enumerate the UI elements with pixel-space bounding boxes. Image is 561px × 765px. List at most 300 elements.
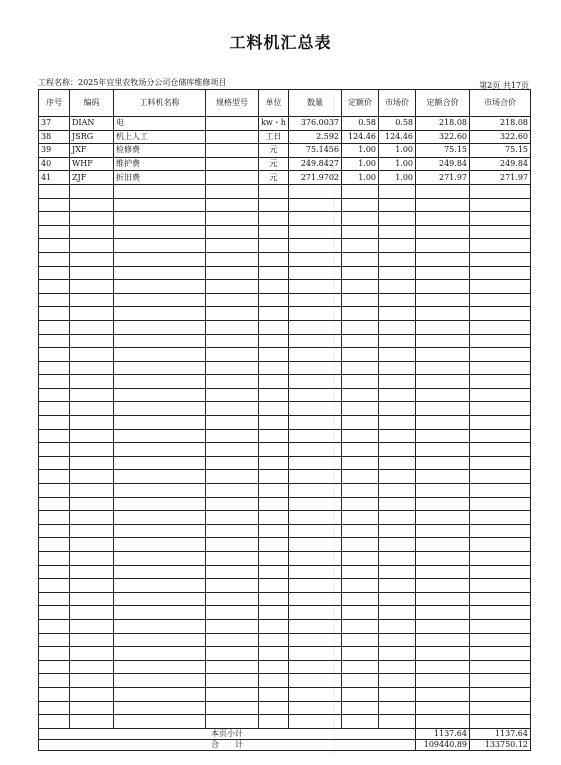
cell-code (70, 647, 114, 661)
cell-spec (206, 497, 259, 511)
cell-base-total (416, 579, 470, 593)
cell-market-total (470, 484, 531, 498)
empty-row (39, 293, 531, 307)
cell-base-total (416, 225, 470, 239)
cell-market-price: 1.00 (379, 171, 416, 185)
cell-base-price: 1.00 (342, 171, 379, 185)
cell-market-total (470, 592, 531, 606)
cell-unit (259, 715, 289, 729)
cell-seq: 39 (39, 144, 70, 158)
cell-code (70, 592, 114, 606)
empty-row (39, 266, 531, 280)
cell-market-total: 218.08 (470, 117, 531, 131)
cell-spec (206, 130, 259, 144)
empty-row (39, 606, 531, 620)
cell-code (70, 252, 114, 266)
table-row (39, 144, 531, 158)
cell-seq (39, 674, 70, 688)
cell-base-total (416, 606, 470, 620)
cell-market-price (379, 225, 416, 239)
cell-name (114, 456, 206, 470)
cell-spec (206, 429, 259, 443)
cell-spec (206, 320, 259, 334)
cell-market-total (470, 633, 531, 647)
cell-seq: 41 (39, 171, 70, 185)
cell-seq: 38 (39, 130, 70, 144)
cell-seq (39, 715, 70, 729)
cell-market-price (379, 416, 416, 430)
cell-name (114, 402, 206, 416)
cell-unit (259, 307, 289, 321)
cell-code (70, 497, 114, 511)
cell-base-total (416, 687, 470, 701)
cell-seq (39, 184, 70, 198)
cell-base-total: 218.08 (416, 117, 470, 131)
cell-spec (206, 361, 259, 375)
cell-market-total (470, 552, 531, 566)
cell-spec (206, 280, 259, 294)
cell-unit (259, 184, 289, 198)
cell-code (70, 402, 114, 416)
cell-code (70, 375, 114, 389)
cell-market-price (379, 565, 416, 579)
empty-row (39, 225, 531, 239)
cell-base-price (342, 293, 379, 307)
cell-unit (259, 687, 289, 701)
cell-base-price (342, 619, 379, 633)
cell-market-price (379, 320, 416, 334)
cell-quantity (289, 715, 342, 729)
cell-seq (39, 402, 70, 416)
cell-unit: 元 (259, 157, 289, 171)
cell-seq (39, 307, 70, 321)
empty-row (39, 484, 531, 498)
cell-quantity: 271.9702 (289, 171, 342, 185)
cell-base-price (342, 198, 379, 212)
cell-base-total (416, 239, 470, 253)
cell-code (70, 239, 114, 253)
cell-market-total (470, 375, 531, 389)
cell-name (114, 184, 206, 198)
cell-market-total (470, 307, 531, 321)
cell-base-total (416, 511, 470, 525)
cell-quantity (289, 524, 342, 538)
cell-quantity (289, 674, 342, 688)
cell-code: WHF (70, 157, 114, 171)
cell-quantity (289, 511, 342, 525)
cell-market-price (379, 361, 416, 375)
cell-name (114, 443, 206, 457)
empty-row (39, 497, 531, 511)
cell-market-total (470, 606, 531, 620)
cell-unit (259, 293, 289, 307)
cell-base-price (342, 402, 379, 416)
header-market-price: 市场价 (379, 90, 416, 117)
cell-seq (39, 429, 70, 443)
cell-code: ZJF (70, 171, 114, 185)
cell-unit (259, 429, 289, 443)
empty-row (39, 198, 531, 212)
cell-code (70, 320, 114, 334)
cell-name (114, 701, 206, 715)
cell-base-total: 271.97 (416, 171, 470, 185)
cell-name (114, 484, 206, 498)
cell-base-price (342, 647, 379, 661)
cell-base-total (416, 443, 470, 457)
cell-market-total (470, 470, 531, 484)
cell-name (114, 266, 206, 280)
cell-quantity: 75.1456 (289, 144, 342, 158)
cell-unit (259, 565, 289, 579)
cell-market-total (470, 524, 531, 538)
cell-base-price (342, 470, 379, 484)
cell-spec (206, 470, 259, 484)
cell-base-price (342, 429, 379, 443)
cell-unit (259, 524, 289, 538)
cell-name (114, 388, 206, 402)
subtotal-market-total: 1137.64 (470, 728, 531, 739)
cell-spec (206, 388, 259, 402)
cell-market-price (379, 334, 416, 348)
cell-base-total (416, 334, 470, 348)
cell-seq (39, 280, 70, 294)
cell-unit (259, 375, 289, 389)
cell-unit (259, 266, 289, 280)
cell-market-price (379, 266, 416, 280)
cell-spec (206, 334, 259, 348)
cell-market-price (379, 660, 416, 674)
cell-name (114, 252, 206, 266)
cell-name: 检修费 (114, 144, 206, 158)
total-base-total: 109440.89 (416, 739, 470, 750)
cell-code (70, 687, 114, 701)
cell-unit (259, 633, 289, 647)
cell-market-price (379, 511, 416, 525)
cell-quantity: 2.592 (289, 130, 342, 144)
cell-quantity (289, 701, 342, 715)
cell-spec (206, 402, 259, 416)
cell-unit (259, 660, 289, 674)
cell-spec (206, 456, 259, 470)
cell-market-price (379, 212, 416, 226)
cell-base-price (342, 511, 379, 525)
cell-spec (206, 552, 259, 566)
header-unit: 单位 (259, 90, 289, 117)
cell-name (114, 375, 206, 389)
cell-quantity (289, 565, 342, 579)
cell-unit (259, 606, 289, 620)
cell-spec (206, 511, 259, 525)
cell-spec (206, 633, 259, 647)
project-name: 工程名称：2025年宜里农牧场分公司仓储库维修项目 (38, 78, 227, 87)
cell-quantity (289, 239, 342, 253)
cell-name (114, 212, 206, 226)
cell-spec (206, 701, 259, 715)
header-base-price: 定额价 (342, 90, 379, 117)
cell-market-price (379, 687, 416, 701)
cell-code (70, 225, 114, 239)
cell-seq (39, 212, 70, 226)
cell-unit (259, 239, 289, 253)
cell-market-total: 75.15 (470, 144, 531, 158)
empty-row (39, 565, 531, 579)
cell-base-total (416, 674, 470, 688)
cell-base-price (342, 320, 379, 334)
cell-market-total (470, 348, 531, 362)
cell-base-price (342, 416, 379, 430)
cell-market-price (379, 552, 416, 566)
cell-base-total (416, 456, 470, 470)
cell-market-total (470, 429, 531, 443)
cell-base-total (416, 619, 470, 633)
cell-quantity (289, 375, 342, 389)
empty-row (39, 456, 531, 470)
cell-code (70, 293, 114, 307)
empty-row (39, 552, 531, 566)
cell-market-total (470, 402, 531, 416)
cell-market-total (470, 579, 531, 593)
cell-base-total (416, 198, 470, 212)
materials-summary-table (38, 89, 531, 751)
cell-market-total (470, 388, 531, 402)
empty-row (39, 701, 531, 715)
cell-code (70, 552, 114, 566)
cell-spec (206, 266, 259, 280)
cell-unit: kw・h (259, 117, 289, 131)
cell-base-total (416, 647, 470, 661)
cell-market-price (379, 307, 416, 321)
empty-row (39, 402, 531, 416)
cell-base-total (416, 293, 470, 307)
empty-row (39, 524, 531, 538)
cell-quantity (289, 647, 342, 661)
cell-base-price (342, 565, 379, 579)
cell-base-total (416, 470, 470, 484)
cell-code (70, 470, 114, 484)
cell-unit (259, 320, 289, 334)
cell-seq: 40 (39, 157, 70, 171)
cell-code (70, 184, 114, 198)
cell-unit: 工日 (259, 130, 289, 144)
cell-market-price (379, 470, 416, 484)
cell-market-price: 0.58 (379, 117, 416, 131)
empty-row (39, 470, 531, 484)
cell-base-total (416, 484, 470, 498)
cell-base-price (342, 334, 379, 348)
cell-market-total (470, 538, 531, 552)
cell-spec (206, 144, 259, 158)
cell-base-total (416, 429, 470, 443)
cell-base-total (416, 388, 470, 402)
header-name: 工料机名称 (114, 90, 206, 117)
cell-base-price (342, 674, 379, 688)
cell-spec (206, 212, 259, 226)
cell-base-price (342, 348, 379, 362)
cell-seq (39, 239, 70, 253)
cell-seq (39, 592, 70, 606)
cell-quantity (289, 184, 342, 198)
cell-market-price (379, 647, 416, 661)
cell-code (70, 701, 114, 715)
cell-unit (259, 579, 289, 593)
empty-row (39, 660, 531, 674)
empty-row (39, 375, 531, 389)
cell-base-total (416, 348, 470, 362)
cell-spec (206, 198, 259, 212)
cell-seq (39, 511, 70, 525)
cell-spec (206, 674, 259, 688)
cell-unit (259, 511, 289, 525)
cell-base-total (416, 402, 470, 416)
cell-code (70, 715, 114, 729)
cell-market-price (379, 348, 416, 362)
cell-name: 电 (114, 117, 206, 131)
cell-name (114, 511, 206, 525)
cell-code (70, 660, 114, 674)
cell-unit (259, 280, 289, 294)
cell-base-total (416, 280, 470, 294)
cell-seq (39, 484, 70, 498)
cell-unit (259, 497, 289, 511)
cell-market-total (470, 456, 531, 470)
cell-spec (206, 348, 259, 362)
cell-quantity: 249.8427 (289, 157, 342, 171)
cell-market-price (379, 184, 416, 198)
cell-market-total: 249.84 (470, 157, 531, 171)
cell-quantity (289, 280, 342, 294)
cell-spec (206, 715, 259, 729)
cell-base-price (342, 266, 379, 280)
cell-unit (259, 592, 289, 606)
cell-spec (206, 416, 259, 430)
total-row (39, 739, 531, 750)
cell-name (114, 606, 206, 620)
header-code: 编码 (70, 90, 114, 117)
cell-market-total (470, 565, 531, 579)
cell-name (114, 280, 206, 294)
cell-seq (39, 252, 70, 266)
header-market-total: 市场合价 (470, 90, 531, 117)
cell-name (114, 687, 206, 701)
cell-name: 维护费 (114, 157, 206, 171)
cell-name (114, 552, 206, 566)
cell-spec (206, 484, 259, 498)
empty-row (39, 334, 531, 348)
cell-quantity (289, 388, 342, 402)
cell-spec (206, 647, 259, 661)
cell-base-price (342, 538, 379, 552)
cell-seq (39, 579, 70, 593)
cell-name: 折旧费 (114, 171, 206, 185)
cell-base-total (416, 552, 470, 566)
cell-market-total (470, 416, 531, 430)
cell-quantity (289, 252, 342, 266)
cell-spec (206, 538, 259, 552)
empty-row (39, 647, 531, 661)
cell-base-price (342, 361, 379, 375)
cell-code (70, 429, 114, 443)
cell-market-total (470, 239, 531, 253)
cell-market-total: 322.60 (470, 130, 531, 144)
cell-quantity (289, 320, 342, 334)
cell-market-price (379, 375, 416, 389)
cell-code: DIAN (70, 117, 114, 131)
cell-code: JXF (70, 144, 114, 158)
cell-seq: 37 (39, 117, 70, 131)
cell-quantity (289, 456, 342, 470)
cell-seq (39, 416, 70, 430)
cell-market-total (470, 660, 531, 674)
cell-quantity (289, 402, 342, 416)
cell-name (114, 715, 206, 729)
cell-code (70, 633, 114, 647)
cell-base-total (416, 320, 470, 334)
cell-code (70, 456, 114, 470)
cell-quantity (289, 592, 342, 606)
cell-base-price (342, 307, 379, 321)
cell-base-price: 0.58 (342, 117, 379, 131)
cell-market-price (379, 592, 416, 606)
cell-name (114, 307, 206, 321)
cell-base-total: 322.60 (416, 130, 470, 144)
cell-seq (39, 470, 70, 484)
cell-market-total (470, 334, 531, 348)
cell-market-total (470, 715, 531, 729)
cell-market-price (379, 579, 416, 593)
cell-seq (39, 375, 70, 389)
cell-name (114, 565, 206, 579)
cell-spec (206, 592, 259, 606)
cell-unit (259, 619, 289, 633)
cell-name (114, 660, 206, 674)
cell-code (70, 579, 114, 593)
cell-base-price (342, 225, 379, 239)
cell-unit (259, 198, 289, 212)
cell-spec (206, 579, 259, 593)
cell-code (70, 307, 114, 321)
cell-unit (259, 470, 289, 484)
header-seq: 序号 (39, 90, 70, 117)
cell-unit (259, 484, 289, 498)
cell-seq (39, 456, 70, 470)
cell-code (70, 565, 114, 579)
cell-market-price (379, 402, 416, 416)
cell-quantity (289, 212, 342, 226)
cell-name (114, 619, 206, 633)
cell-quantity (289, 579, 342, 593)
cell-base-total (416, 701, 470, 715)
cell-seq (39, 320, 70, 334)
cell-quantity (289, 429, 342, 443)
cell-quantity (289, 552, 342, 566)
cell-quantity (289, 307, 342, 321)
cell-base-price (342, 456, 379, 470)
cell-market-price (379, 497, 416, 511)
cell-market-total (470, 280, 531, 294)
cell-market-total (470, 266, 531, 280)
empty-row (39, 619, 531, 633)
cell-quantity (289, 225, 342, 239)
cell-market-total (470, 497, 531, 511)
cell-market-price: 124.46 (379, 130, 416, 144)
header-quantity: 数量 (289, 90, 342, 117)
cell-code (70, 198, 114, 212)
cell-unit (259, 443, 289, 457)
cell-market-price (379, 198, 416, 212)
table-row (39, 157, 531, 171)
page-info: 第2页 共17页 (479, 81, 529, 90)
cell-market-total: 271.97 (470, 171, 531, 185)
